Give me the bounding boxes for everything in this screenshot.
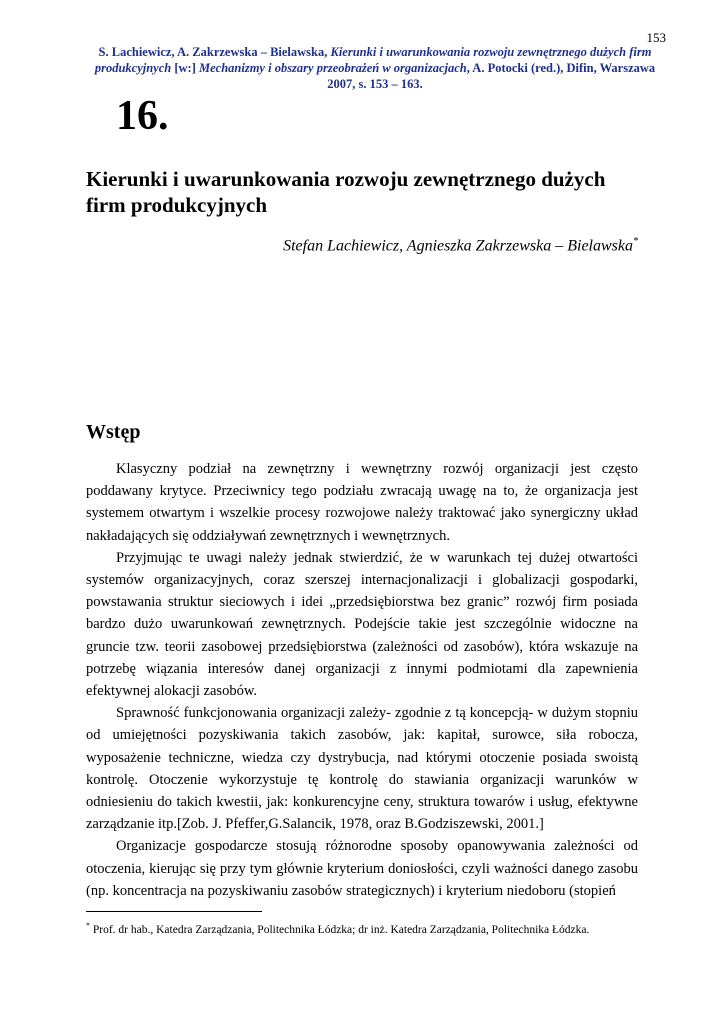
footnote-divider — [86, 911, 262, 912]
citation-article-title: Kierunki i uwarunkowania rozwoju zewnętrznego dużych firm produkcyjnych — [94, 45, 652, 75]
chapter-number: 16. — [116, 93, 169, 139]
footnote — [86, 921, 646, 936]
article-title: Kierunki i uwarunkowania rozwoju zewnętrznego dużych firm produkcyjnych — [86, 167, 606, 217]
footnote-text: Prof. dr hab., Katedra Zarządzania, Politechnika Łódzka; dr inż. Katedra Zarządzania, Politechnika Łódzka. — [90, 923, 590, 936]
citation-header — [80, 44, 670, 92]
citation-publication-details: , A. Potocki (red.), Difin, Warszawa 2007, s. 153 – 163. — [327, 61, 656, 91]
paragraph: Sprawność funkcjonowania organizacji zależy- zgodnie z tą koncepcją- w dużym stopniu od umiejętności pozyskiwania takich zasobów, jak: kapitał, surowce, siła robocza, wyposażenie techniczne, wiedza czy dystrybucja, nad którymi otoczenie posiada swoistą kontrolę. Otoczenie wykorzystuje tę kontrolę do stawiania organizacji warunków w odniesieniu do takich kwestii, jak: konkurencyjne ceny, struktura towarów i usług, efektywne zarządzanie itp.[Zob. J. Pfeffer,G.Salancik, 1978, oraz B.Godziszewski, 2001.] — [86, 705, 638, 833]
citation-authors: S. Lachiewicz, A. Zakrzewska – Bielawska, — [98, 45, 328, 59]
paragraph: Organizacje gospodarcze stosują różnorodne sposoby opanowywania zależności od otoczenia, kierując się przy tym głównie kryterium doniosłości, czyli ważności danego zasobu (np. koncentracja na pozyskiwaniu zasobów strategicznych) i kryterium niedoboru (stopień — [86, 838, 638, 899]
page-number: 153 — [646, 30, 666, 45]
section-heading: Wstęp — [86, 421, 141, 443]
citation-in-label: [w:] — [174, 61, 196, 75]
footnote-marker: * — [86, 921, 90, 930]
author-names: Stefan Lachiewicz, Agnieszka Zakrzewska – Bielawska — [283, 237, 633, 255]
citation-book-title: Mechanizmy i obszary przeobrażeń w organizacjach — [199, 61, 467, 75]
body-text — [86, 458, 638, 902]
author-line — [283, 236, 638, 255]
paragraph: Klasyczny podział na zewnętrzny i wewnętrzny rozwój organizacji jest często poddawany krytyce. Przeciwnicy tego podziału zwracają uwagę na to, że organizacja jest systemem otwartym i wszelkie procesy rozwojowe należy traktować jako synergiczny układ nakładających się oddziaływań zewnętrznych i wewnętrznych. — [86, 461, 638, 544]
paragraph: Przyjmując te uwagi należy jednak stwierdzić, że w warunkach tej dużej otwartości systemów organizacyjnych, coraz szerszej internacjonalizacji i globalizacji gospodarki, powstawania struktur sieciowych i idei „przedsiębiorstwa bez granic” rozwój firm posiada bardzo dużo uwarunkowań zewnętrznych. Podejście takie jest szczególnie widoczne na gruncie tzw. teorii zasobowej przedsiębiorstwa (zależności od zasobów), która wskazuje na potrzebę wiązania interesów danej organizacji z innymi podmiotami dla zapewnienia efektywnej alokacji zasobów. — [86, 549, 638, 700]
author-footnote-marker: * — [633, 236, 638, 247]
